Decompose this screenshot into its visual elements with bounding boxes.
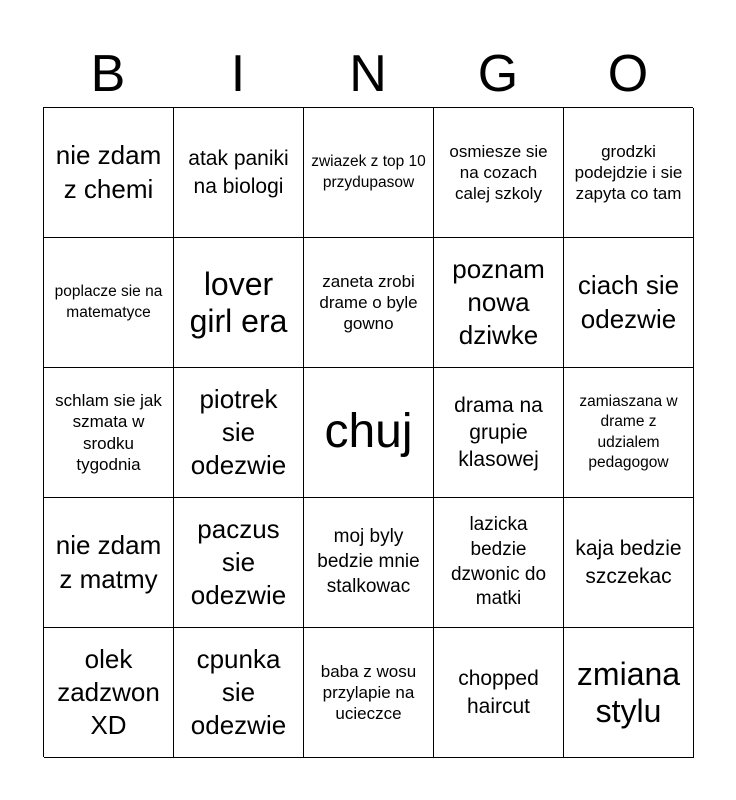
bingo-cell-r5c1[interactable] [44,628,174,758]
cell-text: schlam sie jak szmata w srodku tygodnia [55,391,162,474]
cell-text: osmiesze sie na cozach calej szkoly [449,141,548,204]
cell-text: zwiazek z top 10 przydupasow [311,153,426,191]
cell-text: nie zdam z chemi [55,140,162,204]
bingo-cell-r4c2[interactable] [174,498,304,628]
bingo-cell-r1c5[interactable] [564,108,694,238]
bingo-cell-r4c5[interactable] [564,498,694,628]
bingo-cell-r3c2[interactable] [174,368,304,498]
cell-text: poznam nowa dziwke [452,253,545,351]
cell-text: ciach sie odezwie [577,270,680,334]
bingo-cell-r2c4[interactable] [434,238,564,368]
cell-text: nie zdam z matmy [55,530,162,594]
header-letter-g: G [477,45,519,103]
cell-text: baba z wosu przylapie na ucieczce [320,661,417,724]
cell-text: zmiana stylu [576,655,681,729]
cell-text: moj byly bedzie mnie stalkowac [317,526,420,597]
bingo-cell-r1c1[interactable] [44,108,174,238]
bingo-cell-r5c4[interactable] [434,628,564,758]
cell-text: cpunka sie odezwie [190,643,287,741]
bingo-cell-r3c4[interactable] [434,368,564,498]
bingo-cell-r2c3[interactable] [304,238,434,368]
header-letter-o: O [607,45,649,103]
bingo-cell-r3c5[interactable] [564,368,694,498]
header-letter-i: I [230,45,246,103]
cell-text: piotrek sie odezwie [190,383,287,481]
cell-text: lazicka bedzie dzwonic do matki [450,514,547,610]
bingo-cell-r4c3[interactable] [304,498,434,628]
bingo-cell-r3c3[interactable] [304,368,434,498]
bingo-cell-r5c5[interactable] [564,628,694,758]
bingo-board [43,107,693,757]
cell-text: atak paniki na biologi [188,147,289,198]
cell-text: grodzki podejdzie i sie zapyta co tam [574,141,683,204]
bingo-cell-r2c5[interactable] [564,238,694,368]
cell-text: zaneta zrobi drame o byle gowno [319,271,418,334]
cell-text: zamiaszana w drame z udzialem pedagogow [579,393,678,471]
bingo-cell-r4c4[interactable] [434,498,564,628]
cell-text: lover girl era [189,265,288,339]
bingo-cell-r1c2[interactable] [174,108,304,238]
bingo-cell-r5c2[interactable] [174,628,304,758]
bingo-cell-r2c1[interactable] [44,238,174,368]
header-letter-b: B [90,45,126,103]
bingo-cell-r1c4[interactable] [434,108,564,238]
cell-text: paczus sie odezwie [190,513,287,611]
cell-text: chopped haircut [458,667,539,718]
bingo-cell-r3c1[interactable] [44,368,174,498]
bingo-cell-r5c3[interactable] [304,628,434,758]
cell-text: olek zadzwon XD [57,643,160,741]
header-letter-n: N [349,45,387,103]
bingo-cell-r1c3[interactable] [304,108,434,238]
cell-text: poplacze sie na matematyce [54,283,163,321]
cell-text: kaja bedzie szczekac [575,537,682,588]
bingo-header [43,40,693,108]
bingo-cell-r2c2[interactable] [174,238,304,368]
cell-text: drama na grupie klasowej [454,393,543,472]
cell-text: chuj [324,405,413,459]
bingo-cell-r4c1[interactable] [44,498,174,628]
